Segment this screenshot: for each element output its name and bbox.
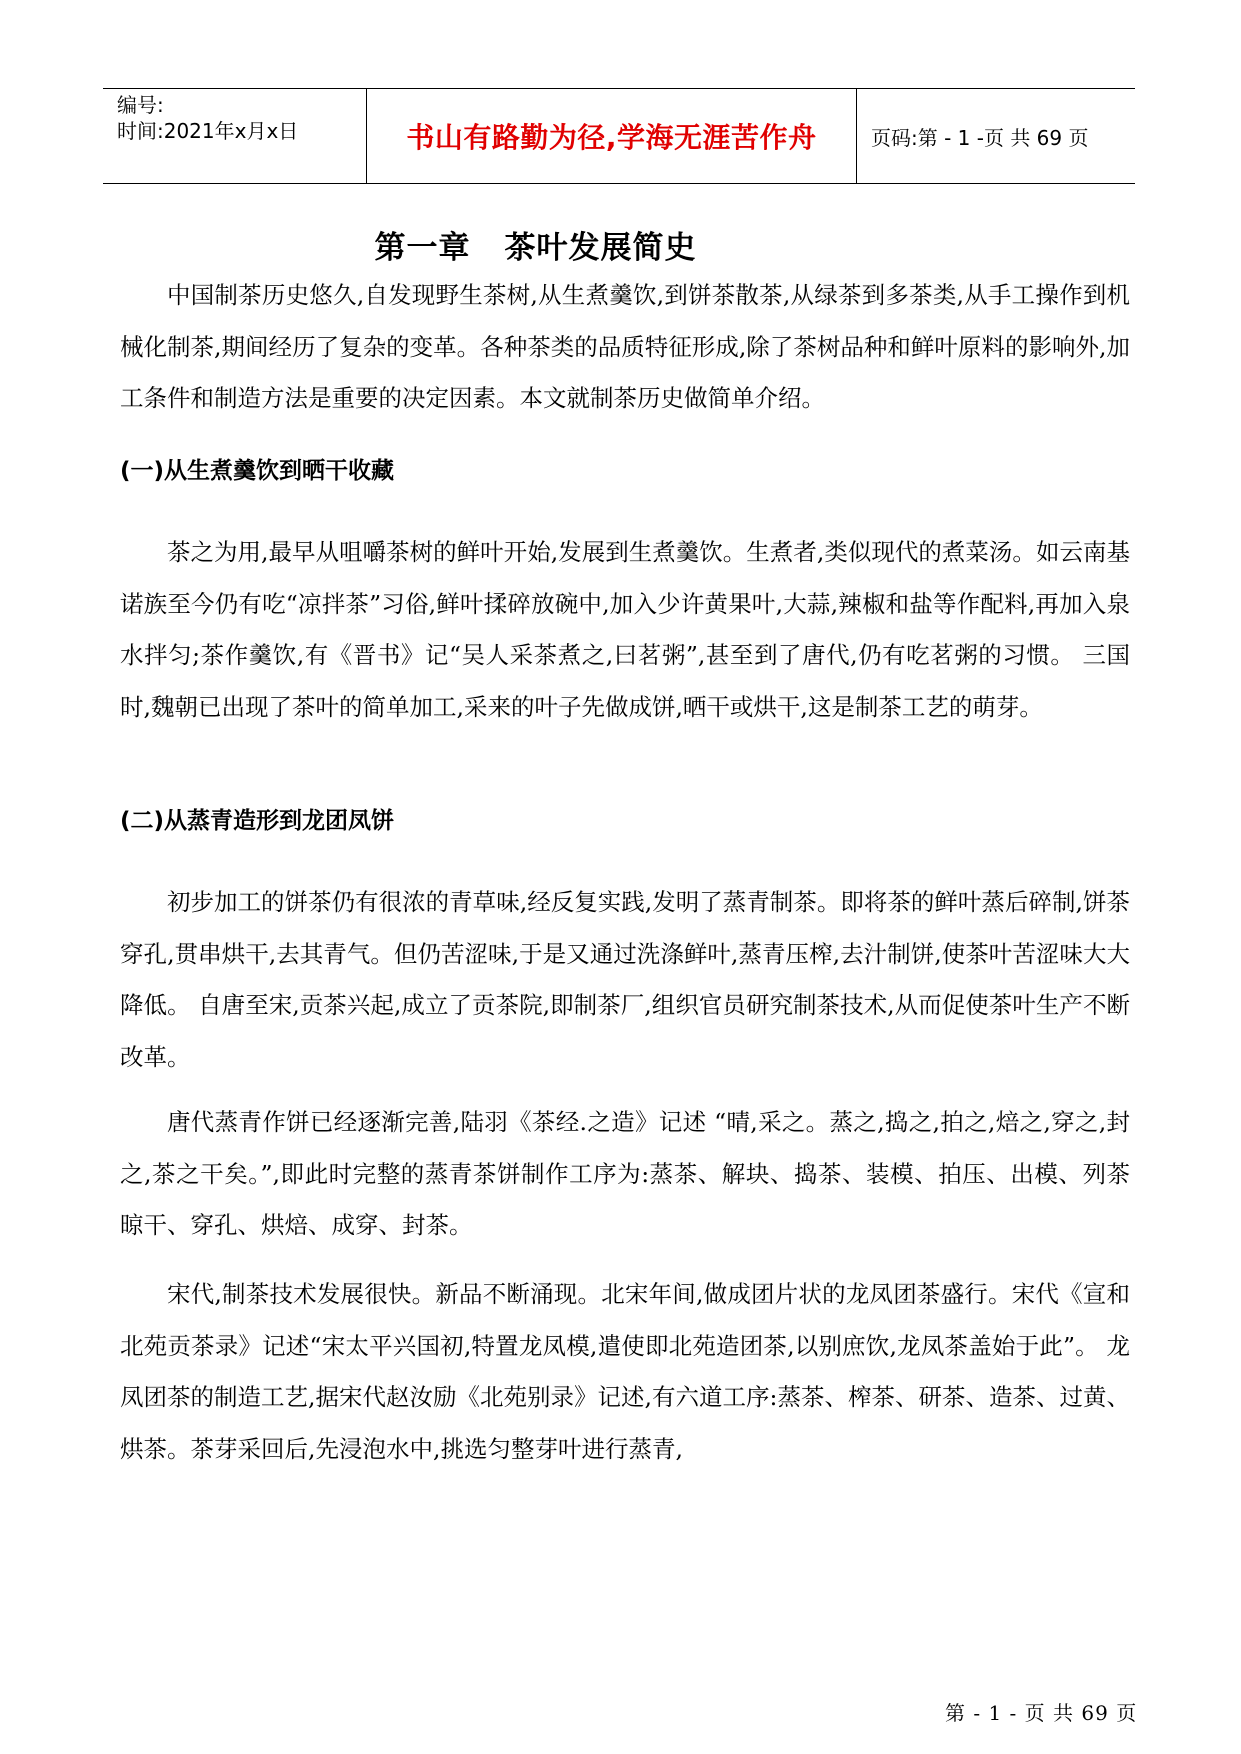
header-info-cell [103, 89, 367, 183]
body-paragraph-section2-a: 初步加工的饼茶仍有很浓的青草味,经反复实践,发明了蒸青制茶。即将茶的鲜叶蒸后碎制,饼茶穿孔,贯串烘干,去其青气。但仍苦涩味,于是又通过洗涤鲜叶,蒸青压榨,去汁制饼,使茶叶苦涩味大大降低。 自唐至宋,贡茶兴起,成立了贡茶院,即制茶厂,组织官员研究制茶技术,从而促使茶叶生产不断改革。 [120, 888, 1130, 1071]
body-paragraph-intro: 中国制茶历史悠久,自发现野生茶树,从生煮羹饮,到饼茶散茶,从绿茶到多茶类,从手工操作到机械化制茶,期间经历了复杂的变革。各种茶类的品质特征形成,除了茶树品种和鲜叶原料的影响外,加工条件和制造方法是重要的决定因素。本文就制茶历史做简单介绍。 [120, 281, 1130, 412]
header-page-code: 页码:第 - 1 -页 共 69 页 [871, 125, 1089, 150]
chapter-number: 第一章 [374, 230, 471, 266]
document-time-label: 时间:2021年x月x日 [117, 119, 299, 143]
section-heading-2: (二)从蒸青造形到龙团凤饼 [120, 808, 395, 834]
body-paragraph-section1: 茶之为用,最早从咀嚼茶树的鲜叶开始,发展到生煮羹饮。生煮者,类似现代的煮菜汤。如云南基诺族至今仍有吃“凉拌茶”习俗,鲜叶揉碎放碗中,加入少许黄果叶,大蒜,辣椒和盐等作配料,再加入泉水拌匀;茶作羹饮,有《晋书》记“吴人采茶煮之,曰茗粥”,甚至到了唐代,仍有吃茗粥的习惯。 三国时,魏朝已出现了茶叶的简单加工,采来的叶子先做成饼,晒干或烘干,这是制茶工艺的萌芽。 [120, 538, 1130, 721]
chapter-name: 茶叶发展简史 [504, 230, 697, 266]
document-header [103, 88, 1135, 184]
document-number-label: 编号: [117, 93, 164, 117]
section-heading-1: (一)从生煮羹饮到晒干收藏 [120, 458, 395, 484]
body-paragraph-section2-c: 宋代,制茶技术发展很快。新品不断涌现。北宋年间,做成团片状的龙凤团茶盛行。宋代《宣和北苑贡茶录》记述“宋太平兴国初,特置龙凤模,遣使即北苑造团茶,以别庶饮,龙凤茶盖始于此”。 龙凤团茶的制造工艺,据宋代赵汝励《北苑别录》记述,有六道工序:蒸茶、榨茶、研茶、造茶、过黄、烘茶。茶芽采回后,先浸泡水中,挑选匀整芽叶进行蒸青, [120, 1280, 1130, 1463]
header-motto: 书山有路勤为径,学海无涯苦作舟 [406, 121, 817, 154]
header-page-cell [857, 89, 1135, 183]
chapter-title [0, 222, 1071, 267]
page-footer: 第 - 1 - 页 共 69 页 [945, 1701, 1138, 1725]
body-paragraph-section2-b: 唐代蒸青作饼已经逐渐完善,陆羽《茶经.之造》记述 “晴,采之。蒸之,捣之,拍之,焙之,穿之,封之,茶之干矣。”,即此时完整的蒸青茶饼制作工序为:蒸茶、解块、捣茶、装模、拍压、出模、列茶晾干、穿孔、烘焙、成穿、封茶。 [120, 1108, 1130, 1239]
header-motto-cell [367, 89, 857, 183]
